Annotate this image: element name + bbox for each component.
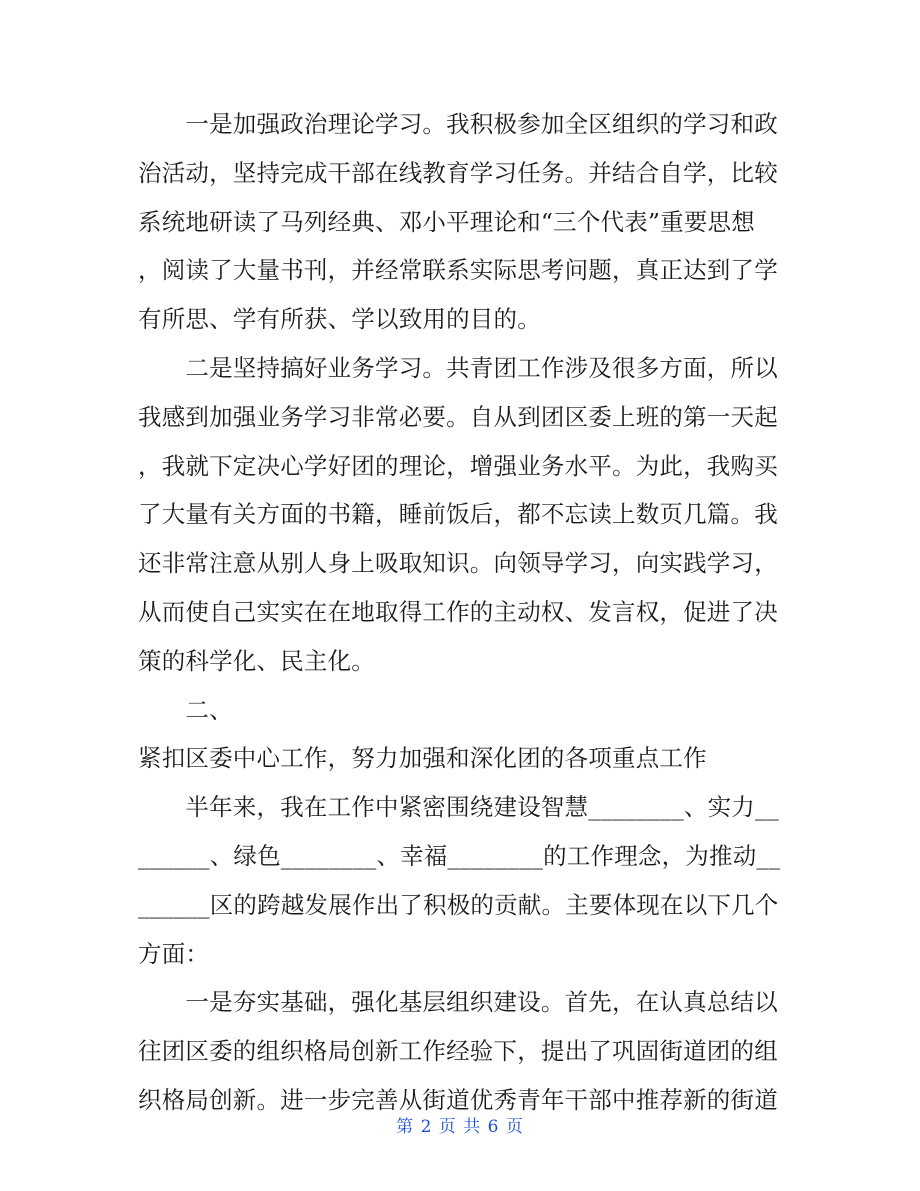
text-line: 从而使自己实实在在地取得工作的主动权、发言权，促进了决 bbox=[138, 597, 778, 626]
text-line: 二是坚持搞好业务学习。共青团工作涉及很多方面，所以 bbox=[138, 353, 778, 382]
text-line: 策的科学化、民主化。 bbox=[138, 646, 375, 675]
text-line: ，我就下定决心学好团的理论，增强业务水平。为此，我购买 bbox=[138, 451, 778, 480]
text-line: 方面： bbox=[138, 939, 210, 968]
text-line: 有所思、学有所获、学以致用的目的。 bbox=[138, 305, 541, 334]
text-line: 半年来，我在工作中紧密围绕建设智慧________、实力__ bbox=[138, 793, 779, 822]
text-line: 治活动，坚持完成干部在线教育学习任务。并结合自学，比较 bbox=[138, 158, 778, 187]
text-line: ______、绿色________、幸福________的工作理念，为推动__ bbox=[138, 841, 781, 870]
text-line: 了大量有关方面的书籍，睡前饭后，都不忘读上数页几篇。我 bbox=[138, 500, 778, 529]
text-line: 一是夯实基础，强化基层组织建设。首先，在认真总结以 bbox=[138, 988, 778, 1017]
section-number: 二、 bbox=[138, 695, 233, 724]
text-line: 往团区委的组织格局创新工作经验下，提出了巩固街道团的组 bbox=[138, 1037, 778, 1066]
text-line: ______区的跨越发展作出了积极的贡献。主要体现在以下几个 bbox=[138, 890, 779, 919]
text-line: 我感到加强业务学习非常必要。自从到团区委上班的第一天起 bbox=[138, 402, 778, 431]
page-footer: 第 2 页 共 6 页 bbox=[396, 1117, 524, 1137]
text-line: ，阅读了大量书刊，并经常联系实际思考问题，真正达到了学 bbox=[138, 256, 778, 285]
text-line: 系统地研读了马列经典、邓小平理论和“三个代表”重要思想 bbox=[138, 207, 755, 236]
text-line: 还非常注意从别人身上吸取知识。向领导学习，向实践学习， bbox=[138, 549, 778, 578]
text-line: 一是加强政治理论学习。我积极参加全区组织的学习和政 bbox=[138, 110, 778, 138]
text-line: 织格局创新。进一步完善从街道优秀青年干部中推荐新的街道 bbox=[138, 1085, 778, 1114]
section-heading: 紧扣区委中心工作，努力加强和深化团的各项重点工作 bbox=[138, 744, 707, 773]
document-body bbox=[138, 100, 794, 1125]
